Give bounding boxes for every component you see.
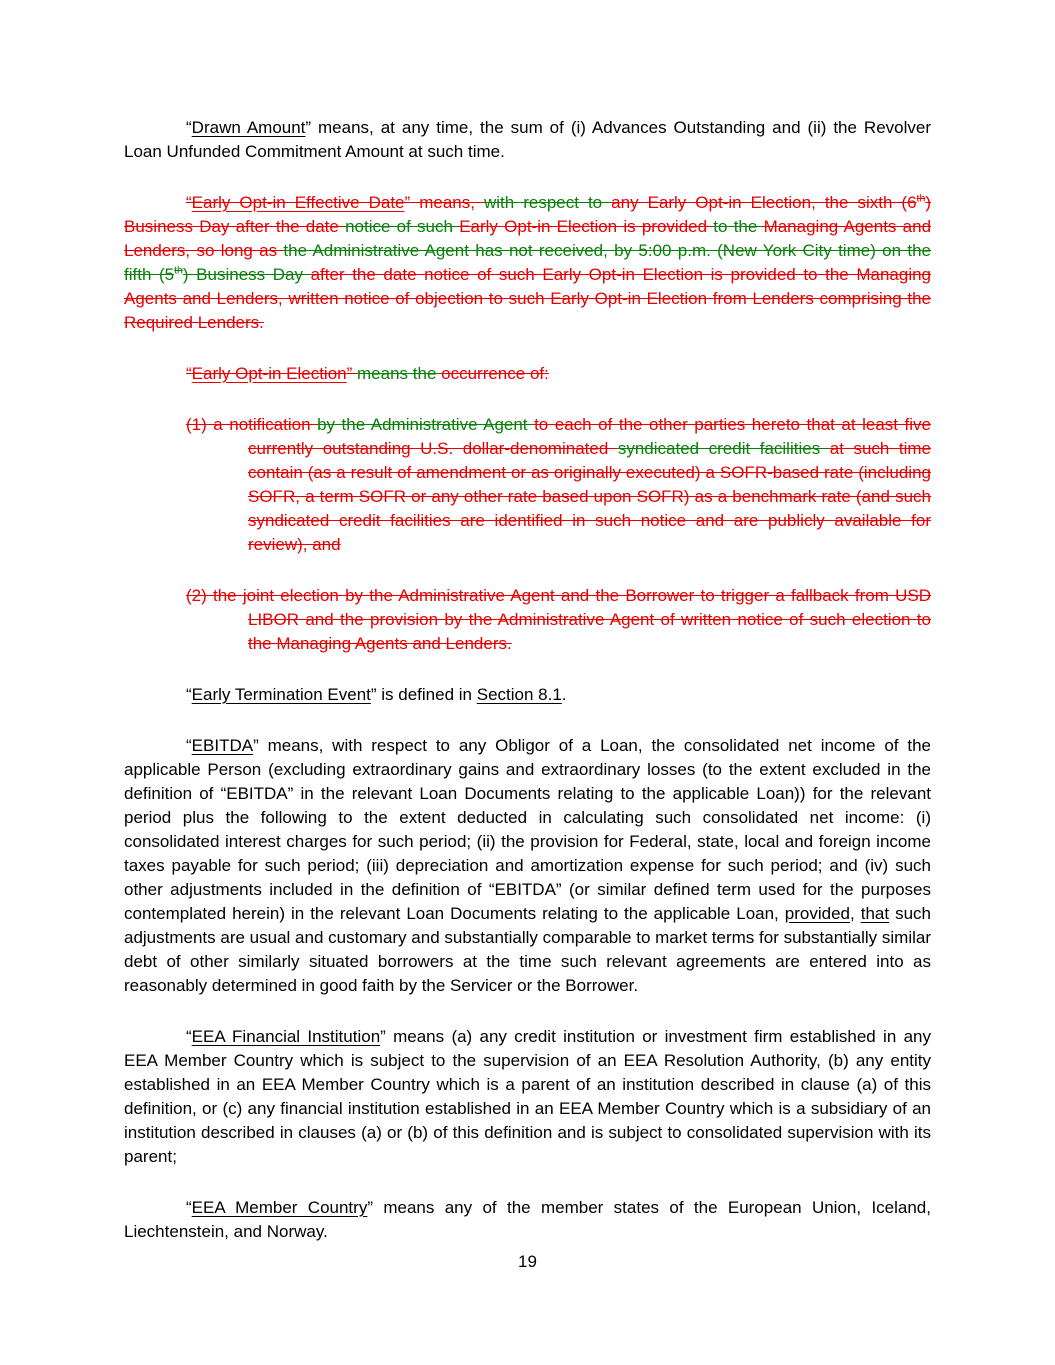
text-run: ” means, [404,193,484,212]
text-run: “ [186,685,192,704]
text-run: ” [346,364,358,383]
text-run: EEA Financial Institution [191,1027,381,1046]
definition-eea-member-country [124,1196,931,1244]
text-run: to the [713,217,764,236]
text-run: at such time contain (as a result of amendment or as originally executed) a SOFR-based rate (including SOFR, a term SOFR or any other rate based upon SOFR) as a benchmark rate (and such syndicated credit facilities are identified in such notice and are publicly available for review), and [248,439,931,554]
early-opt-in-election-clause-2-deleted [124,584,931,656]
text-run: EEA Member Country [191,1198,368,1217]
text-run: ” means, with respect to any Obligor of a Loan, the consolidated net income of the applicable Person (excluding extraordinary gains and extraordinary losses (to the extent excluded in the definition of “EBITDA” in the relevant Loan Documents relating to the applicable Loan)) for the relevant period plus the following to the extent deducted in calculating such consolidated net income: (i) consolidated interest charges for such period; (ii) the provision for Federal, state, local and foreign income taxes payable for such period; (iii) depreciation and amortization expense for such period; and (iv) such other adjustments included in the definition of “EBITDA” (or similar defined term used for the purposes contemplated herein) in the relevant Loan Documents relating to the applicable Loan, [124,736,931,923]
definition-early-opt-in-election-deleted [124,362,931,386]
text-run: syndicated credit facilities [617,439,830,458]
text-run: “ [186,1027,192,1046]
definition-early-termination-event [124,683,931,707]
definition-eea-financial-institution [124,1025,931,1169]
text-run: that [860,904,890,923]
definition-drawn-amount [124,116,931,164]
text-run: Early Opt-in Effective Date [191,193,405,212]
text-run: ) Business Day after the date [124,193,932,236]
text-run: the Administrative Agent has not received, by 5:00 p.m. (New York City time) on the fifth (5 [124,241,931,284]
page-number: 19 [518,1252,537,1271]
text-run: such adjustments are usual and customary and substantially comparable to market terms for substantially similar debt of other similarly situated borrowers at the time such relevant agreements are entered into as reasonably determined in good faith by the Servicer or the Borrower. [124,904,932,995]
text-run: th [916,192,926,205]
text-run: (2) the joint election by the Administrative Agent and the Borrower to trigger a fallback from USD LIBOR and the provision by the Administrative Agent of written notice of such election to the Managing Agents and Lenders. [186,586,931,653]
text-run: EBITDA [191,736,254,755]
document-body [124,116,931,1244]
text-run: “ [186,736,192,755]
text-run: ” means any of the member states of the European Union, Iceland, Liechtenstein, and Norway. [124,1198,931,1241]
text-run: provided [784,904,850,923]
text-run: ” means (a) any credit institution or investment firm established in any EEA Member Country which is subject to the supervision of an EEA Resolution Authority, (b) any entity established in an EEA Member Country which is a parent of an institution described in clause (a) of this definition, or (c) any financial institution established in an EEA Member Country which is a subsidiary of an institution described in clauses (a) or (b) of this definition and is subject to consolidated supervision with its parent; [124,1027,931,1166]
text-run: (1) a notification [186,415,318,434]
text-run: any Early Opt-in Election, the sixth (6 [611,193,917,212]
text-run: “ [186,118,192,137]
text-run: “ [186,193,192,212]
text-run: Early Termination Event [191,685,371,704]
text-run: means the [357,364,442,383]
text-run: notice of such [345,217,460,236]
text-run: Early Opt-in Election [191,364,347,383]
definition-early-opt-in-effective-date-deleted [124,191,931,335]
text-run: ” means, at any time, the sum of (i) Advances Outstanding and (ii) the Revolver Loan Unfunded Commitment Amount at such time. [124,118,932,161]
text-run: Section 8.1 [476,685,562,704]
text-run: to each of the other parties hereto that at least five currently outstanding U.S. dollar-denominated [248,415,931,458]
text-run: , [850,904,861,923]
text-run: with respect to [483,193,612,212]
text-run: Managing Agents and Lenders, so long as [124,217,932,260]
text-run: by the Administrative Agent [317,415,535,434]
text-run: ” is defined in [370,685,477,704]
text-run: after the date notice of such Early Opt-in Election is provided to the Managing Agents and Lenders, written notice of objection to such Early Opt-in Election from Lenders comprising the Required Lenders. [124,265,932,332]
text-run: ) Business Day [182,265,311,284]
text-run: Early Opt-in Election is provided [459,217,714,236]
early-opt-in-election-clause-1-deleted [124,413,931,557]
text-run: “ [186,1198,192,1217]
text-run: “ [186,364,192,383]
text-run: . [561,685,567,704]
definition-ebitda [124,734,931,998]
text-run: Drawn Amount [191,118,306,137]
text-run: occurrence of: [441,364,549,383]
text-run: th [174,264,183,277]
